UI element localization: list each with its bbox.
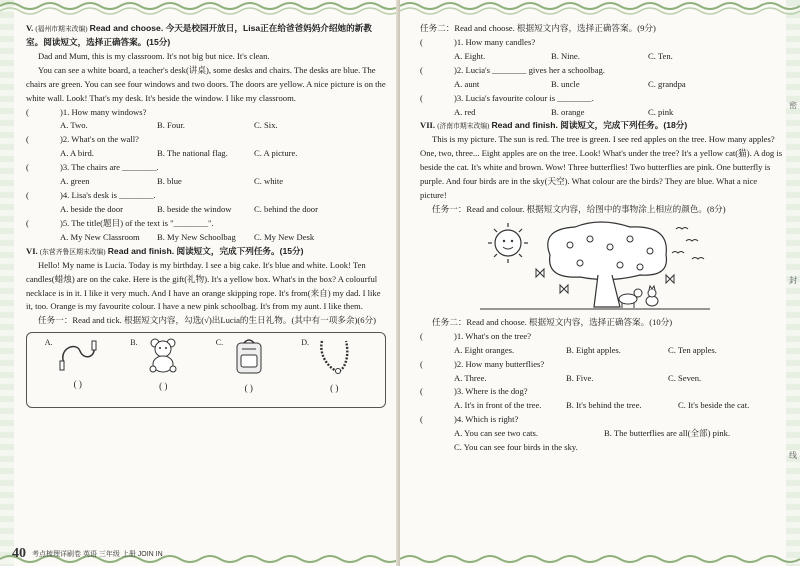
gift-option-c[interactable]: C. ( ) <box>214 337 284 396</box>
section-7-passage: This is my picture. The sun is red. The tree is green. I see red apples on the tree. How many apples? One, two, three... Eight apples are on the tree. Look! What's under the tree? It's a yellow cat(猫). A dog is beside the cat. It's white and brown. Wow! Three butterflies! Two butterflies are pink. One butterfly is purple. And four birds are in the sky(天空). What colour are the birds? They are blue. What a nice picture! <box>420 134 783 201</box>
teddy-bear-icon <box>143 337 183 373</box>
tree-picture[interactable] <box>480 219 710 311</box>
question[interactable]: ( )4. Lisa's desk is ________. <box>26 190 156 201</box>
cat-icon <box>646 286 658 306</box>
birds-icon <box>672 227 704 259</box>
options: C. You can see four birds in the sky. <box>454 442 578 453</box>
gift-option-b[interactable]: B. ( ) <box>128 337 198 394</box>
left-content <box>26 22 386 408</box>
question[interactable]: ( )3. Where is the dog? <box>420 386 528 397</box>
options: A. It's in front of the tree. B. It's behind the tree. C. It's beside the cat. <box>454 400 750 411</box>
page-number: 40 <box>12 546 26 561</box>
question[interactable]: ( )1. How many windows? <box>26 106 147 117</box>
gift-option-d[interactable]: D. ( ) <box>299 337 369 396</box>
options: A. My New Classroom B. My New Schoolbag C. My New Desk <box>60 231 315 242</box>
necklace-icon <box>314 337 354 375</box>
top-wave-border <box>400 0 800 18</box>
section-7-task1: 任务一：Read and colour. 根据短文内容，给图中的事物涂上相应的颜色。(8分) <box>432 203 726 214</box>
top-wave-border <box>0 0 400 18</box>
question[interactable]: ( )2. How many butterflies? <box>420 358 545 369</box>
seal-line-mark: 封 <box>789 276 797 285</box>
options: A. Three. B. Five. C. Seven. <box>454 372 702 383</box>
section-5-heading: V. (福州市期末改编) Read and choose. 今天是校园开放日，Lisa正在给爸爸妈妈介绍她的新教室。阅读短文，选择正确答案。(15分) <box>26 23 372 47</box>
section-6-heading: VI. (东营齐鲁区期末改编) Read and finish. 阅读短文，完成下列任务。(15分) <box>26 245 304 256</box>
seal-line-mark: 密 <box>789 101 797 110</box>
options: A. red B. orange C. pink <box>454 106 674 117</box>
gift-option-a[interactable]: A. ( ) <box>43 337 113 392</box>
question[interactable]: ( )1. What's on the tree? <box>420 330 532 341</box>
left-border <box>0 0 14 566</box>
question[interactable]: ( )5. The title(题目) of the text is "________". <box>26 217 214 228</box>
options: A. Two. B. Four. C. Six. <box>60 120 278 131</box>
gift-pictures <box>26 332 386 408</box>
options: A. Eight oranges. B. Eight apples. C. Ten apples. <box>454 344 717 355</box>
seal-line-mark: 线 <box>789 451 797 460</box>
options: A. beside the door B. beside the window C. behind the door <box>60 203 318 214</box>
options: A. A bird. B. The national flag. C. A picture. <box>60 148 298 159</box>
question[interactable]: ( )2. What's on the wall? <box>26 134 139 145</box>
skipping-rope-icon <box>56 337 100 371</box>
question[interactable]: ( )3. The chairs are ________. <box>26 162 159 173</box>
schoolbag-icon <box>232 337 266 375</box>
section-6-task1: 任务一：Read and tick. 根据短文内容，勾选(√)出Lucia的生日礼物。(其中有一项多余)(6分) <box>38 315 376 326</box>
right-page <box>400 0 800 566</box>
section-6-passage: Hello! My name is Lucia. Today is my birthday. I see a big cake. It's blue and white. Look! Ten candles(蜡烛) are on the cake. Here is the gift(礼物). It's a yellow box. What's in the box? A colourful necklace is in it. I like it very much. And I have an orange skipping rope. It's from(来自) my dad. I like it, too. Orange is my favourite colour. I have a new pink schoolbag. It's from my aunt. I like them. <box>26 259 381 312</box>
section-5-passage-line1: Dad and Mum, this is my classroom. It's not big but nice. It's clean. <box>38 50 270 61</box>
task2-heading: 任务二：Read and choose. 根据短文内容，选择正确答案。(9分) <box>420 23 656 33</box>
dog-icon <box>619 289 642 308</box>
question[interactable]: ( )1. How many candles? <box>420 36 536 47</box>
section-7-task2: 任务二：Read and choose. 根据短文内容，选择正确答案。(10分) <box>432 316 673 327</box>
question[interactable]: ( )2. Lucia's ________ gives her a schoolbag. <box>420 64 605 75</box>
page-footer <box>12 546 163 562</box>
sun-icon <box>488 223 528 263</box>
section-5-questions <box>26 106 386 245</box>
options: A. green B. blue C. white <box>60 176 284 187</box>
options: A. aunt B. uncle C. grandpa <box>454 78 686 89</box>
options: A. Eight. B. Nine. C. Ten. <box>454 50 673 61</box>
section-7-heading: VII. (济南市期末改编) Read and finish. 阅读短文，完成下列任务。(18分) <box>420 120 688 131</box>
section-5-passage-body: You can see a white board, a teacher's desk(讲桌), some desks and chairs. The desks are blue. The chairs are green. You can see four windows and two doors. The doors are yellow. A nice picture is on the white wall. Look! That's my desk. It's beside the window. I like my classroom. <box>26 64 386 103</box>
question[interactable]: ( )4. Which is right? <box>420 414 519 425</box>
bottom-wave-border <box>400 552 800 566</box>
right-content <box>420 22 786 455</box>
options: A. You can see two cats. B. The butterflies are all(全部) pink. <box>454 428 731 439</box>
question[interactable]: ( )3. Lucia's favourite colour is ________. <box>420 92 594 103</box>
footer-text: 考点梳理详刷卷 英语 三年级 上册 JOIN IN <box>32 551 163 558</box>
